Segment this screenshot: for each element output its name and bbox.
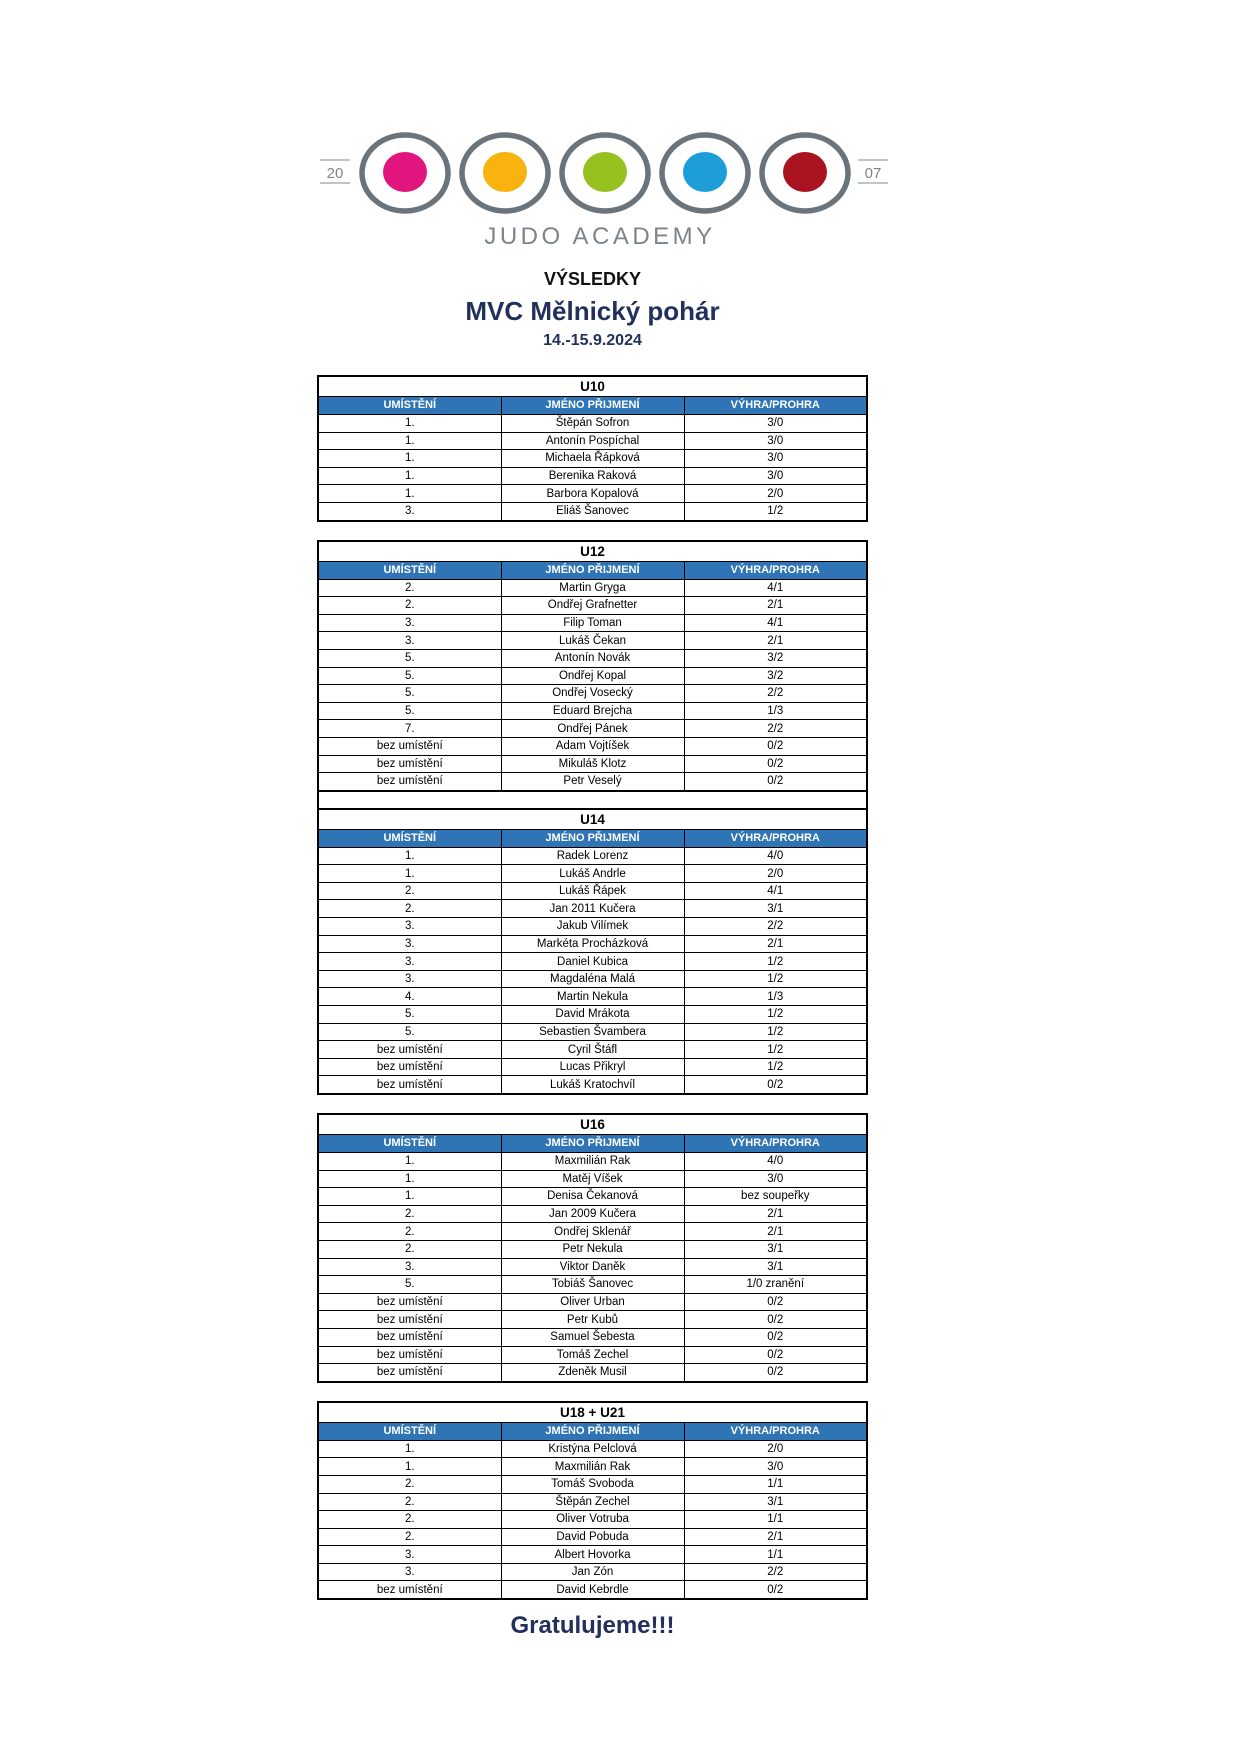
table-row (318, 1153, 867, 1171)
logo-dot-green (583, 152, 627, 192)
name-cell: Daniel Kubica (501, 953, 684, 971)
table-row (318, 1076, 867, 1094)
congratulations-text: Gratulujeme!!! (510, 1612, 675, 1639)
record-cell: 1/2 (684, 1023, 867, 1041)
table-row (318, 1058, 867, 1076)
record-cell: 1/2 (684, 970, 867, 988)
column-header-placement: UMÍSTĚNÍ (318, 829, 501, 847)
placement-cell: 7. (318, 720, 501, 738)
name-cell: Martin Gryga (501, 579, 684, 597)
record-cell: 3/2 (684, 667, 867, 685)
placement-cell: 3. (318, 970, 501, 988)
name-cell: Tobiáš Šanovec (501, 1276, 684, 1294)
name-cell: Samuel Šebesta (501, 1328, 684, 1346)
name-cell: David Mrákota (501, 1006, 684, 1024)
placement-cell: 2. (318, 882, 501, 900)
table-spacer (317, 1383, 868, 1401)
placement-cell: bez umístění (318, 1346, 501, 1364)
logo-year-right: 07 (864, 165, 882, 182)
logo-dot-blue (683, 152, 727, 192)
logo-name: JUDO ACADEMY (484, 223, 716, 250)
name-cell: Michaela Řápková (501, 450, 684, 468)
table-row (318, 1023, 867, 1041)
placement-cell: 3. (318, 953, 501, 971)
table-row (318, 720, 867, 738)
record-cell: 1/1 (684, 1511, 867, 1529)
record-cell: 0/2 (684, 1311, 867, 1329)
table-row (318, 988, 867, 1006)
name-cell: Lukáš Andrle (501, 865, 684, 883)
name-cell: Jan 2009 Kučera (501, 1205, 684, 1223)
record-cell: 2/1 (684, 632, 867, 650)
placement-cell: 5. (318, 1006, 501, 1024)
table-row (318, 882, 867, 900)
placement-cell: bez umístění (318, 1364, 501, 1382)
record-cell: 3/0 (684, 450, 867, 468)
logo-year-left: 20 (326, 165, 344, 182)
record-cell: 1/3 (684, 988, 867, 1006)
placement-cell: bez umístění (318, 1311, 501, 1329)
placement-cell: 3. (318, 632, 501, 650)
name-cell: Ondřej Sklenář (501, 1223, 684, 1241)
table-row (318, 485, 867, 503)
record-cell: 4/1 (684, 579, 867, 597)
record-cell: 0/2 (684, 1076, 867, 1094)
placement-cell: 1. (318, 1170, 501, 1188)
table-row (318, 415, 867, 433)
record-cell: 4/0 (684, 847, 867, 865)
placement-cell: 2. (318, 597, 501, 615)
placement-cell: 2. (318, 1223, 501, 1241)
name-cell: Jan Zón (501, 1563, 684, 1581)
record-cell: 1/2 (684, 1006, 867, 1024)
name-cell: Ondřej Pánek (501, 720, 684, 738)
results-table (317, 375, 868, 522)
record-cell: 1/1 (684, 1475, 867, 1493)
name-cell: Albert Hovorka (501, 1546, 684, 1564)
name-cell: Viktor Daněk (501, 1258, 684, 1276)
placement-cell: 2. (318, 1493, 501, 1511)
placement-cell: 2. (318, 1205, 501, 1223)
placement-cell: 2. (318, 1240, 501, 1258)
placement-cell: 2. (318, 900, 501, 918)
placement-cell: 5. (318, 702, 501, 720)
table-row (318, 1528, 867, 1546)
placement-cell: 3. (318, 614, 501, 632)
table-row (318, 667, 867, 685)
placement-cell: bez umístění (318, 737, 501, 755)
table-row (318, 1563, 867, 1581)
record-cell: 1/1 (684, 1546, 867, 1564)
record-cell: 2/1 (684, 935, 867, 953)
record-cell: 1/2 (684, 953, 867, 971)
record-cell: 2/0 (684, 485, 867, 503)
record-cell: 0/2 (684, 755, 867, 773)
placement-cell: 3. (318, 1258, 501, 1276)
category-title: U18 + U21 (318, 1402, 867, 1423)
column-header-name: JMÉNO PŘIJMENÍ (501, 1422, 684, 1440)
record-cell: 4/1 (684, 882, 867, 900)
name-cell: David Kebrdle (501, 1581, 684, 1599)
table-row (318, 847, 867, 865)
column-header-record: VÝHRA/PROHRA (684, 561, 867, 579)
column-header-record: VÝHRA/PROHRA (684, 829, 867, 847)
table-row (318, 918, 867, 936)
record-cell: 0/2 (684, 773, 867, 791)
column-header-placement: UMÍSTĚNÍ (318, 397, 501, 415)
placement-cell: 3. (318, 918, 501, 936)
placement-cell: 1. (318, 1458, 501, 1476)
record-cell: 1/2 (684, 502, 867, 520)
table-spacer (317, 792, 868, 808)
table-row (318, 1293, 867, 1311)
record-cell: 3/1 (684, 900, 867, 918)
placement-cell: 1. (318, 865, 501, 883)
document-date: 14.-15.9.2024 (543, 332, 642, 349)
record-cell: 1/0 zranění (684, 1276, 867, 1294)
placement-cell: bez umístění (318, 773, 501, 791)
table-row (318, 1240, 867, 1258)
record-cell: 2/2 (684, 918, 867, 936)
name-cell: Ondřej Kopal (501, 667, 684, 685)
results-table (317, 1113, 868, 1383)
column-header-record: VÝHRA/PROHRA (684, 1135, 867, 1153)
record-cell: 0/2 (684, 1293, 867, 1311)
placement-cell: 1. (318, 847, 501, 865)
placement-cell: bez umístění (318, 1581, 501, 1599)
name-cell: Mikuláš Klotz (501, 755, 684, 773)
name-cell: Jan 2011 Kučera (501, 900, 684, 918)
name-cell: Maxmilián Rak (501, 1153, 684, 1171)
document-title: MVC Mělnický pohár (465, 296, 720, 326)
category-title: U10 (318, 376, 867, 397)
table-row (318, 1493, 867, 1511)
table-row (318, 1440, 867, 1458)
record-cell: 2/2 (684, 720, 867, 738)
name-cell: Barbora Kopalová (501, 485, 684, 503)
placement-cell: 1. (318, 450, 501, 468)
placement-cell: 2. (318, 579, 501, 597)
table-row (318, 1511, 867, 1529)
name-cell: Zdeněk Musil (501, 1364, 684, 1382)
name-cell: Magdaléna Malá (501, 970, 684, 988)
record-cell: 0/2 (684, 1581, 867, 1599)
placement-cell: 3. (318, 935, 501, 953)
name-cell: Štěpán Sofron (501, 415, 684, 433)
name-cell: Kristýna Pelclová (501, 1440, 684, 1458)
category-title: U14 (318, 809, 867, 830)
judo-academy-logo (0, 0, 1241, 255)
placement-cell: 5. (318, 685, 501, 703)
record-cell: 3/0 (684, 415, 867, 433)
placement-cell: 1. (318, 1440, 501, 1458)
table-row (318, 1346, 867, 1364)
column-header-placement: UMÍSTĚNÍ (318, 1422, 501, 1440)
record-cell: 3/0 (684, 1458, 867, 1476)
placement-cell: 5. (318, 649, 501, 667)
name-cell: Jakub Vilímek (501, 918, 684, 936)
table-row (318, 597, 867, 615)
table-row (318, 935, 867, 953)
table-row (318, 737, 867, 755)
column-header-placement: UMÍSTĚNÍ (318, 1135, 501, 1153)
record-cell: 2/0 (684, 1440, 867, 1458)
logo-dot-red (783, 152, 827, 192)
record-cell: 1/2 (684, 1058, 867, 1076)
name-cell: Tomáš Svoboda (501, 1475, 684, 1493)
table-row (318, 467, 867, 485)
results-table (317, 1401, 868, 1600)
logo-dot-pink (383, 152, 427, 192)
record-cell: 2/2 (684, 1563, 867, 1581)
table-row (318, 773, 867, 791)
category-title: U16 (318, 1114, 867, 1135)
name-cell: Berenika Raková (501, 467, 684, 485)
record-cell: 2/1 (684, 597, 867, 615)
name-cell: Petr Veselý (501, 773, 684, 791)
table-row (318, 1041, 867, 1059)
table-row (318, 1170, 867, 1188)
category-title: U12 (318, 541, 867, 562)
table-row (318, 1188, 867, 1206)
record-cell: bez soupeřky (684, 1188, 867, 1206)
table-row (318, 1258, 867, 1276)
table-row (318, 702, 867, 720)
record-cell: 3/1 (684, 1493, 867, 1511)
placement-cell: 2. (318, 1528, 501, 1546)
name-cell: Adam Vojtíšek (501, 737, 684, 755)
table-row (318, 1364, 867, 1382)
name-cell: Antonín Pospíchal (501, 432, 684, 450)
name-cell: Martin Nekula (501, 988, 684, 1006)
placement-cell: bez umístění (318, 1076, 501, 1094)
table-row (318, 450, 867, 468)
column-header-name: JMÉNO PŘIJMENÍ (501, 1135, 684, 1153)
record-cell: 3/0 (684, 467, 867, 485)
record-cell: 3/0 (684, 432, 867, 450)
name-cell: Petr Nekula (501, 1240, 684, 1258)
name-cell: Antonín Novák (501, 649, 684, 667)
name-cell: Lukáš Řápek (501, 882, 684, 900)
record-cell: 4/0 (684, 1153, 867, 1171)
results-table (317, 540, 868, 792)
placement-cell: 3. (318, 502, 501, 520)
name-cell: Cyril Štáfl (501, 1041, 684, 1059)
document-label: VÝSLEDKY (543, 269, 642, 289)
placement-cell: 3. (318, 1563, 501, 1581)
name-cell: Radek Lorenz (501, 847, 684, 865)
name-cell: Oliver Votruba (501, 1511, 684, 1529)
table-row (318, 1006, 867, 1024)
table-row (318, 970, 867, 988)
placement-cell: 1. (318, 467, 501, 485)
name-cell: Matěj Víšek (501, 1170, 684, 1188)
column-header-name: JMÉNO PŘIJMENÍ (501, 561, 684, 579)
name-cell: Tomáš Zechel (501, 1346, 684, 1364)
column-header-name: JMÉNO PŘIJMENÍ (501, 397, 684, 415)
placement-cell: 1. (318, 1153, 501, 1171)
record-cell: 3/0 (684, 1170, 867, 1188)
placement-cell: bez umístění (318, 1293, 501, 1311)
placement-cell: 2. (318, 1511, 501, 1529)
table-row (318, 755, 867, 773)
name-cell: Štěpán Zechel (501, 1493, 684, 1511)
record-cell: 1/3 (684, 702, 867, 720)
placement-cell: 2. (318, 1475, 501, 1493)
name-cell: Maxmilián Rak (501, 1458, 684, 1476)
name-cell: Ondřej Vosecký (501, 685, 684, 703)
name-cell: Denisa Čekanová (501, 1188, 684, 1206)
name-cell: Lukáš Kratochvíl (501, 1076, 684, 1094)
name-cell: Eduard Brejcha (501, 702, 684, 720)
placement-cell: 5. (318, 667, 501, 685)
table-row (318, 1581, 867, 1599)
record-cell: 0/2 (684, 1328, 867, 1346)
logo-dot-yellow (483, 152, 527, 192)
name-cell: Lukáš Čekan (501, 632, 684, 650)
table-row (318, 1223, 867, 1241)
placement-cell: 5. (318, 1276, 501, 1294)
placement-cell: 1. (318, 1188, 501, 1206)
placement-cell: 1. (318, 432, 501, 450)
table-row (318, 649, 867, 667)
record-cell: 2/1 (684, 1528, 867, 1546)
placement-cell: bez umístění (318, 755, 501, 773)
placement-cell: 1. (318, 485, 501, 503)
table-row (318, 1328, 867, 1346)
placement-cell: 4. (318, 988, 501, 1006)
record-cell: 3/1 (684, 1240, 867, 1258)
name-cell: Lucas Přikryl (501, 1058, 684, 1076)
table-row (318, 432, 867, 450)
table-spacer (317, 1095, 868, 1113)
placement-cell: 5. (318, 1023, 501, 1041)
name-cell: Eliáš Šanovec (501, 502, 684, 520)
placement-cell: 1. (318, 415, 501, 433)
table-row (318, 632, 867, 650)
table-row (318, 953, 867, 971)
results-table (317, 808, 868, 1095)
column-header-placement: UMÍSTĚNÍ (318, 561, 501, 579)
column-header-record: VÝHRA/PROHRA (684, 1422, 867, 1440)
table-row (318, 1205, 867, 1223)
placement-cell: bez umístění (318, 1058, 501, 1076)
table-row (318, 614, 867, 632)
record-cell: 2/2 (684, 685, 867, 703)
record-cell: 2/0 (684, 865, 867, 883)
table-row (318, 502, 867, 520)
table-row (318, 1475, 867, 1493)
column-header-name: JMÉNO PŘIJMENÍ (501, 829, 684, 847)
name-cell: Ondřej Grafnetter (501, 597, 684, 615)
table-row (318, 685, 867, 703)
table-spacer (317, 522, 868, 540)
record-cell: 3/2 (684, 649, 867, 667)
placement-cell: bez umístění (318, 1041, 501, 1059)
name-cell: Filip Toman (501, 614, 684, 632)
record-cell: 2/1 (684, 1205, 867, 1223)
record-cell: 3/1 (684, 1258, 867, 1276)
name-cell: David Pobuda (501, 1528, 684, 1546)
table-row (318, 1458, 867, 1476)
name-cell: Oliver Urban (501, 1293, 684, 1311)
column-header-record: VÝHRA/PROHRA (684, 397, 867, 415)
record-cell: 4/1 (684, 614, 867, 632)
record-cell: 2/1 (684, 1223, 867, 1241)
record-cell: 0/2 (684, 1364, 867, 1382)
name-cell: Markéta Procházková (501, 935, 684, 953)
results-tables (317, 375, 868, 1600)
name-cell: Petr Kubů (501, 1311, 684, 1329)
table-row (318, 1276, 867, 1294)
placement-cell: bez umístění (318, 1328, 501, 1346)
table-row (318, 579, 867, 597)
table-row (318, 1546, 867, 1564)
table-row (318, 865, 867, 883)
record-cell: 0/2 (684, 737, 867, 755)
record-cell: 0/2 (684, 1346, 867, 1364)
record-cell: 1/2 (684, 1041, 867, 1059)
name-cell: Sebastien Švambera (501, 1023, 684, 1041)
placement-cell: 3. (318, 1546, 501, 1564)
table-row (318, 1311, 867, 1329)
table-row (318, 900, 867, 918)
